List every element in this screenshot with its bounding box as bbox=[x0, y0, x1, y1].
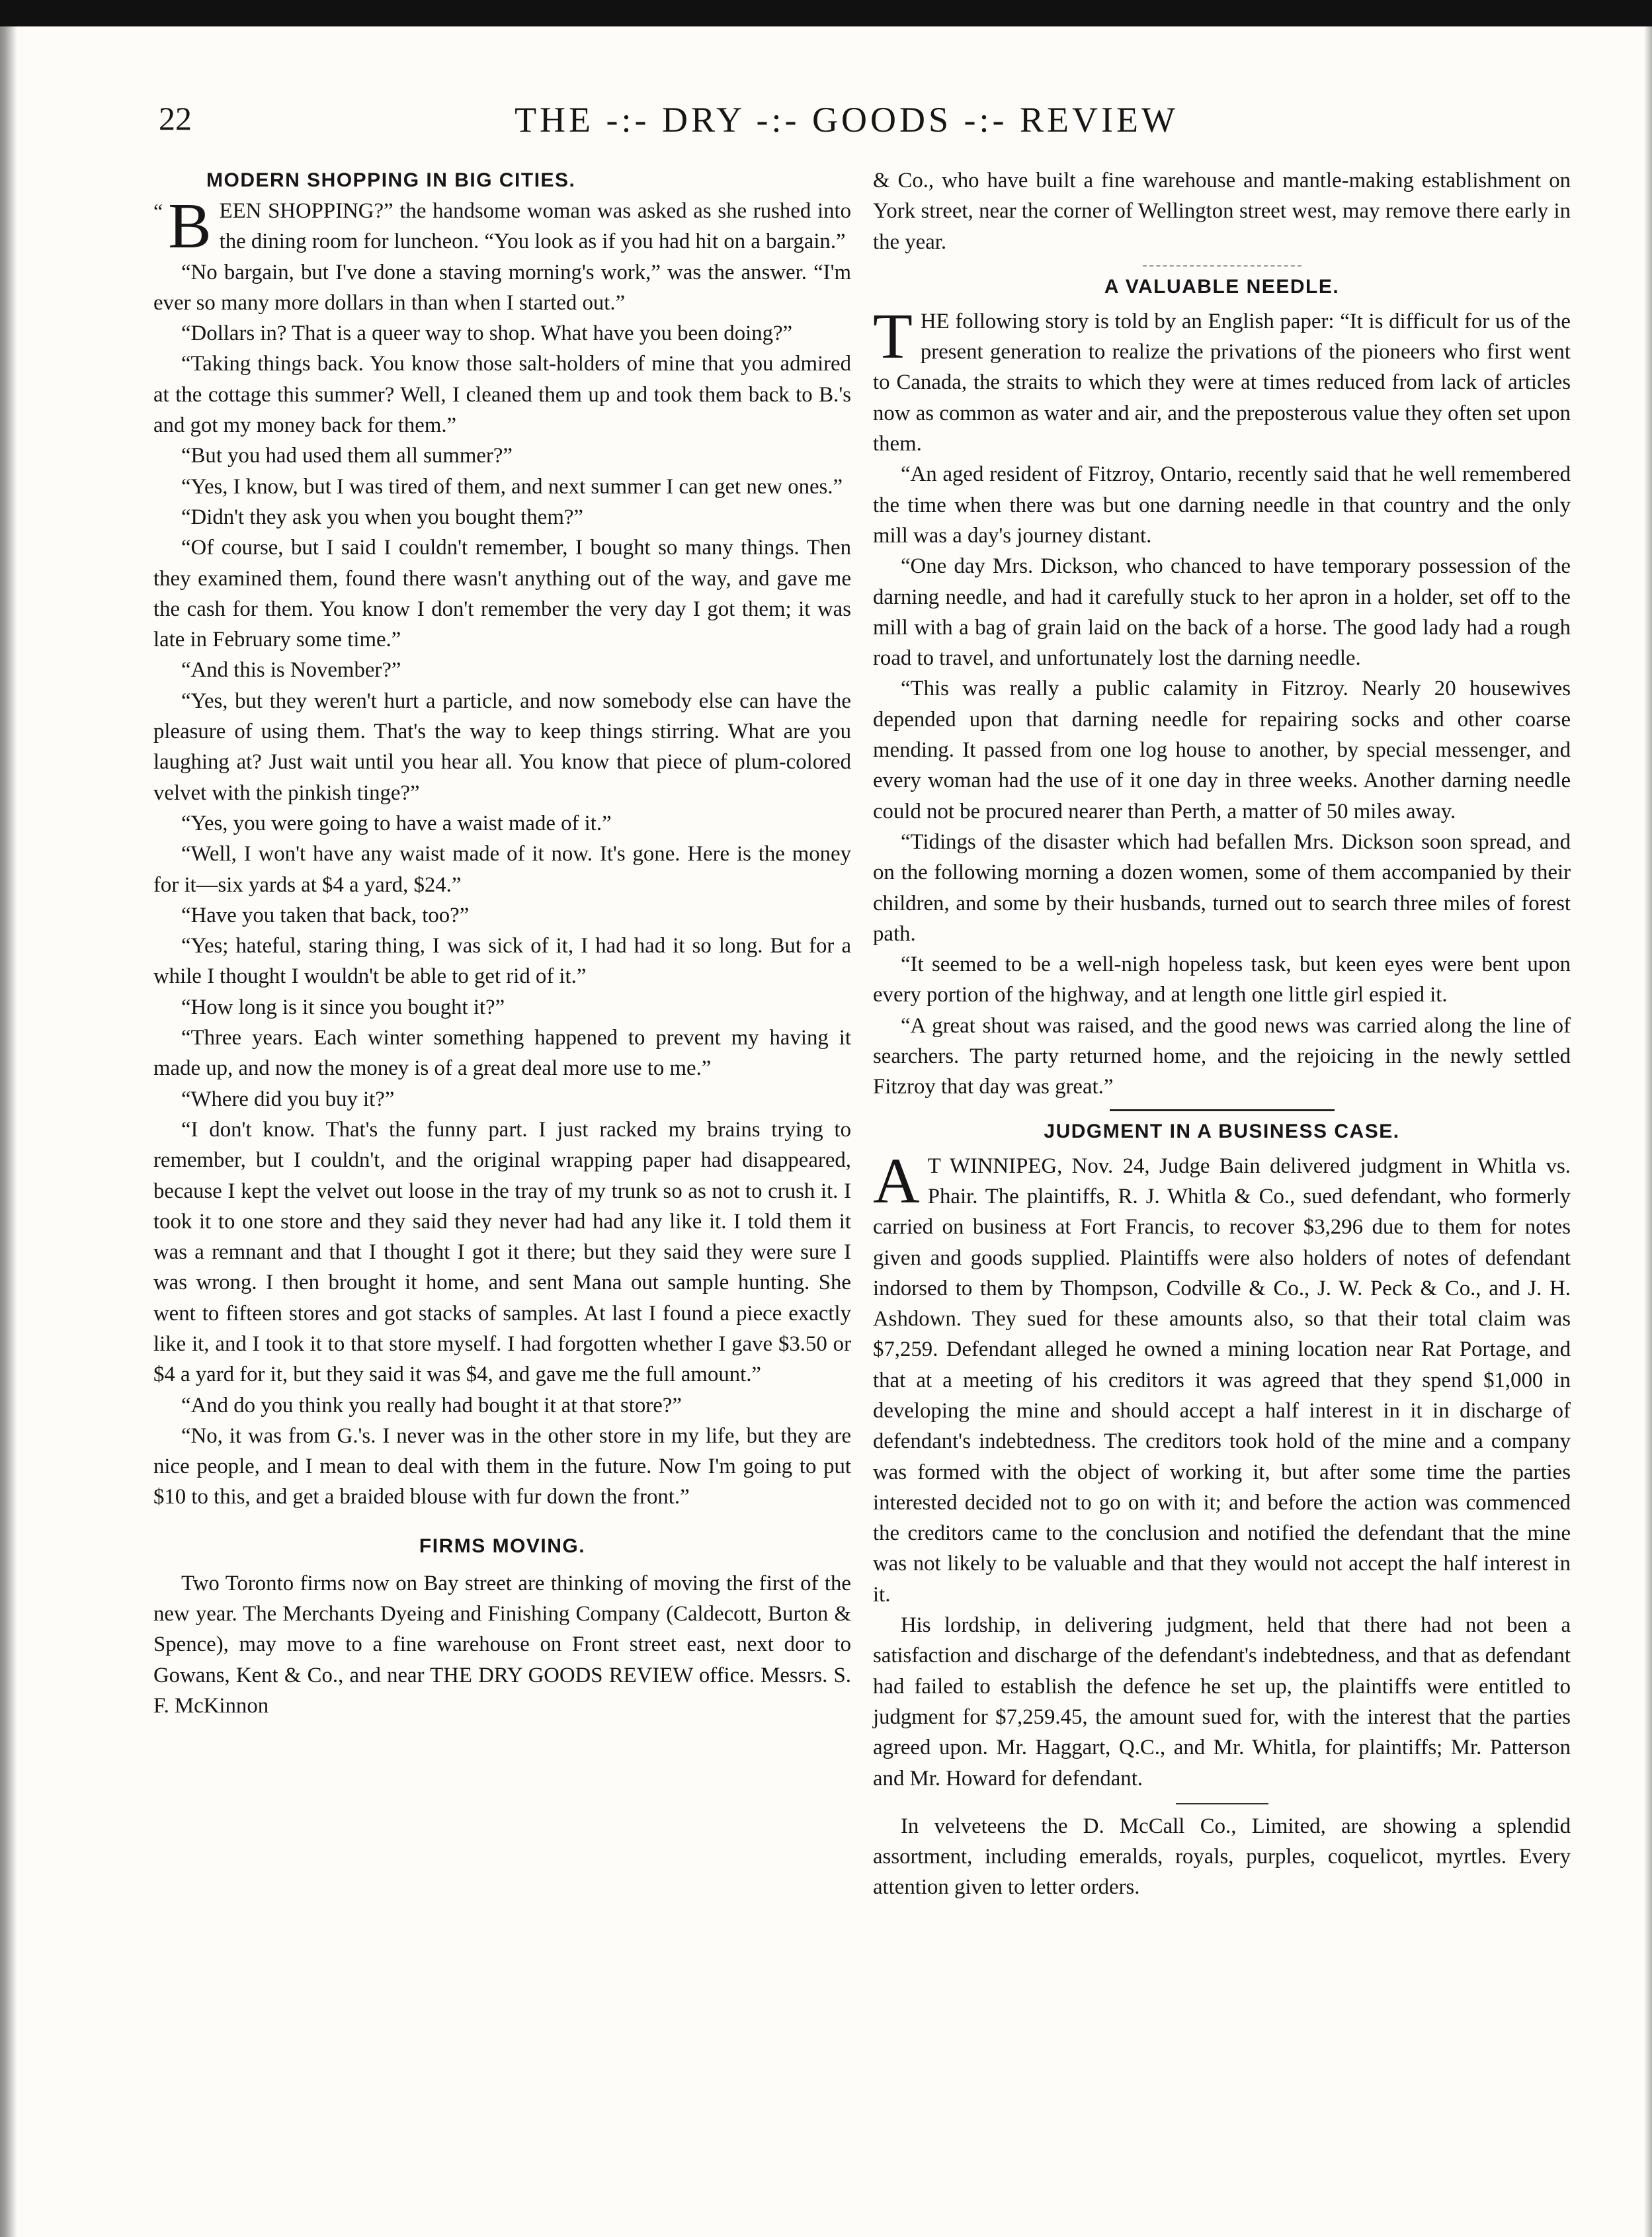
article-paragraph: “Well, I won't have any waist made of it now. It's gone. Here is the money for it—six yards at $4 a yard, $24.” bbox=[153, 842, 851, 897]
article-title-modern-shopping: MODERN SHOPPING IN BIG CITIES. bbox=[206, 169, 576, 191]
article-paragraph: “No, it was from G.'s. I never was in the other store in my life, but they are nice people, and I mean to deal with them in the future. Now I'm going to put $10 to this, and get a braided blouse with fur down the front.” bbox=[153, 1423, 851, 1509]
article-paragraph: “And this is November?” bbox=[181, 658, 401, 683]
article-paragraph: “ B EEN SHOPPING?” the handsome woman was asked as she rushed into the dining room for luncheon. “You look as if you had hit on a bargain.” bbox=[153, 190, 851, 262]
page-header bbox=[159, 99, 1534, 152]
article-paragraph: THE following story is told by an English paper: “It is difficult for us of the present generation to realize the privations of the pioneers who first went to Canada, the straits to which they were at times reduced from lack of articles now as common as water and air, and the preposterous value they often set upon them. bbox=[873, 300, 1571, 456]
article-paragraph: “No bargain, but I've done a staving morning's work,” was the answer. “I'm ever so many more dollars in than when I started out.” bbox=[153, 260, 851, 315]
article-paragraph: “Yes, you were going to have a waist made of it.” bbox=[181, 811, 612, 835]
section-divider bbox=[1143, 265, 1301, 267]
article-paragraph: “Yes; hateful, staring thing, I was sick of it, I had had it so long. But for a while I thought I wouldn't be able to get rid of it.” bbox=[153, 934, 851, 989]
article-title-judgment: JUDGMENT IN A BUSINESS CASE. bbox=[1044, 1120, 1400, 1142]
article-paragraph: “Tidings of the disaster which had befallen Mrs. Dickson soon spread, and on the following morning a dozen women, some of them accompanied by their children, and some by their husbands, turned out to search three miles of forest path. bbox=[873, 829, 1571, 946]
article-title-valuable-needle: A VALUABLE NEEDLE. bbox=[1104, 275, 1340, 298]
page-number: 22 bbox=[159, 100, 192, 137]
article-paragraph: “Didn't they ask you when you bought them?” bbox=[181, 505, 583, 529]
article-title-firms-moving: FIRMS MOVING. bbox=[419, 1535, 586, 1557]
article-paragraph: “It seemed to be a well-nigh hopeless task, but keen eyes were bent upon every portion of the highway, and at length one little girl espied it. bbox=[873, 952, 1571, 1007]
article-paragraph: “One day Mrs. Dickson, who chanced to have temporary possession of the darning needle, and had it carefully stuck to her apron in a holder, set off to the mill with a bag of grain laid on the back of a horse. The good lady had a rough road to travel, and unfortunately lost the darning needle. bbox=[873, 554, 1571, 671]
article-paragraph: “Three years. Each winter something happened to prevent my having it made up, and now the money is of a great deal more use to me.” bbox=[153, 1026, 851, 1081]
article-paragraph: “Yes, I know, but I was tired of them, and next summer I can get new ones.” bbox=[181, 474, 843, 499]
scan-right-edge bbox=[1644, 26, 1652, 2237]
article-paragraph: “But you had used them all summer?” bbox=[181, 444, 513, 468]
article-paragraph: “An aged resident of Fitzroy, Ontario, recently said that he well remembered the time when there was but one darning needle in that country and the only mill was a day's journey distant. bbox=[873, 462, 1571, 548]
article-paragraph: His lordship, in delivering judgment, held that there had not been a satisfaction and discharge of the defendant's indebtedness, and that as defendant had failed to establish the defence he set up, the plaintiffs were entitled to judgment for $7,259.45, the amount sued for, with the interest that the parties agreed upon. Mr. Haggart, Q.C., and Mr. Whitla, for plaintiffs; Mr. Patterson and Mr. Howard for defendant. bbox=[873, 1613, 1571, 1791]
top-border-rule bbox=[0, 0, 1652, 26]
article-paragraph: “Yes, but they weren't hurt a particle, and now somebody else can have the pleasure of using them. That's the way to keep things stirring. What are you laughing at? Just wait until you hear all. You know that piece of plum-colored velvet with the pinkish tinge?” bbox=[153, 689, 851, 805]
dropcap-letter: A bbox=[873, 1145, 920, 1217]
article-paragraph: “Where did you buy it?” bbox=[181, 1087, 395, 1111]
article-paragraph: “Of course, but I said I couldn't remember, I bought so many things. Then they examined them, found there wasn't anything out of the way, and gave me the cash for them. You know I don't remember the very day I got them; it was late in February some time.” bbox=[153, 536, 851, 652]
section-divider bbox=[1176, 1803, 1268, 1804]
article-paragraph: “Have you taken that back, too?” bbox=[181, 903, 470, 927]
publication-title: THE -:- DRY -:- GOODS -:- REVIEW bbox=[515, 100, 1178, 140]
opening-quote: “ bbox=[153, 199, 163, 223]
dropcap-letter: T bbox=[873, 300, 913, 372]
right-column bbox=[873, 165, 1571, 1903]
scan-left-edge bbox=[0, 26, 17, 2237]
section-divider bbox=[1110, 1109, 1335, 1111]
article-paragraph: “How long is it since you bought it?” bbox=[181, 995, 505, 1019]
article-paragraph: Two Toronto firms now on Bay street are thinking of moving the first of the new year. The Merchants Dyeing and Finishing Company (Caldecott, Burton & Spence), may move to a fine warehouse on Front street east, next door to Gowans, Kent & Co., and near THE DRY GOODS REVIEW office. Messrs. S. F. McKinnon bbox=[153, 1571, 851, 1718]
article-paragraph: “And do you think you really had bought it at that store?” bbox=[181, 1393, 682, 1417]
article-paragraph: A T WINNIPEG, Nov. 24, Judge Bain delivered judgment in Whitla vs. Phair. The plaintiffs, R. J. Whitla & Co., sued defendant, who formerly carried on business at Fort Francis, to recover $3,296 due to them for notes given and goods supplied. Plaintiffs were also holders of notes of defendant indorsed to them by Thompson, Codville & Co., J. W. Peck & Co., and J. H. Ashdown. They sued for these amounts also, so that their total claim was $7,259. Defendant alleged he owned a mining location near Rat Portage, and that at a meeting of his creditors it was agreed that they spend $1,000 in developing the mine and should accept a half interest in it in discharge of defendant's indebtedness. The creditors took hold of the mine and a company was formed with the object of working it, but after some time the parties interested decided not to go on with it; and before the action was commenced the creditors came to the conclusion and notified the defendant that the mine was not likely to be valuable and that they would not accept the half interest in it. bbox=[873, 1145, 1571, 1607]
article-paragraph-continued: & Co., who have built a fine warehouse and mantle-making establishment on York street, near the corner of Wellington street west, may remove there early in the year. bbox=[873, 169, 1571, 254]
article-paragraph: “Dollars in? That is a queer way to shop. What have you been doing?” bbox=[181, 321, 793, 346]
article-paragraph-velveteens: In velveteens the D. McCall Co., Limited, are showing a splendid assortment, including emeralds, royals, purples, coquelicot, myrtles. Every attention given to letter orders. bbox=[873, 1814, 1571, 1900]
article-paragraph: “I don't know. That's the funny part. I just racked my brains trying to remember, but I couldn't, and the original wrapping paper had disappeared, because I kept the velvet out loose in the tray of my trunk so as not to crush it. I took it to one store and they said they never had had any like it. I told them it was a remnant and that I thought I got it there; but they said they were sure I was wrong. I then brought it home, and sent Mana out sample hunting. She went to fifteen stores and got stacks of samples. At last I found a piece exactly like it, and I took it to that store myself. I had forgotten whether I gave $3.50 or $4 a yard for it, but they said it was $4, and gave me the full amount.” bbox=[153, 1117, 851, 1387]
article-paragraph: “A great shout was raised, and the good news was carried along the line of searchers. The party returned home, and the rejoicing in the newly settled Fitzroy that day was great.” bbox=[873, 1013, 1571, 1099]
left-column bbox=[153, 165, 851, 1721]
article-paragraph: “This was really a public calamity in Fitzroy. Nearly 20 housewives depended upon that darning needle for repairing socks and other coarse mending. It passed from one log house to another, by special messenger, and every woman had the use of it one day in three weeks. Another darning needle could not be procured nearer than Perth, a matter of 50 miles away. bbox=[873, 677, 1571, 823]
article-paragraph: “Taking things back. You know those salt-holders of mine that you admired at the cottage this summer? Well, I cleaned them up and took them back to B.'s and got my money back for them.” bbox=[153, 352, 851, 438]
dropcap-letter: B bbox=[168, 190, 212, 262]
